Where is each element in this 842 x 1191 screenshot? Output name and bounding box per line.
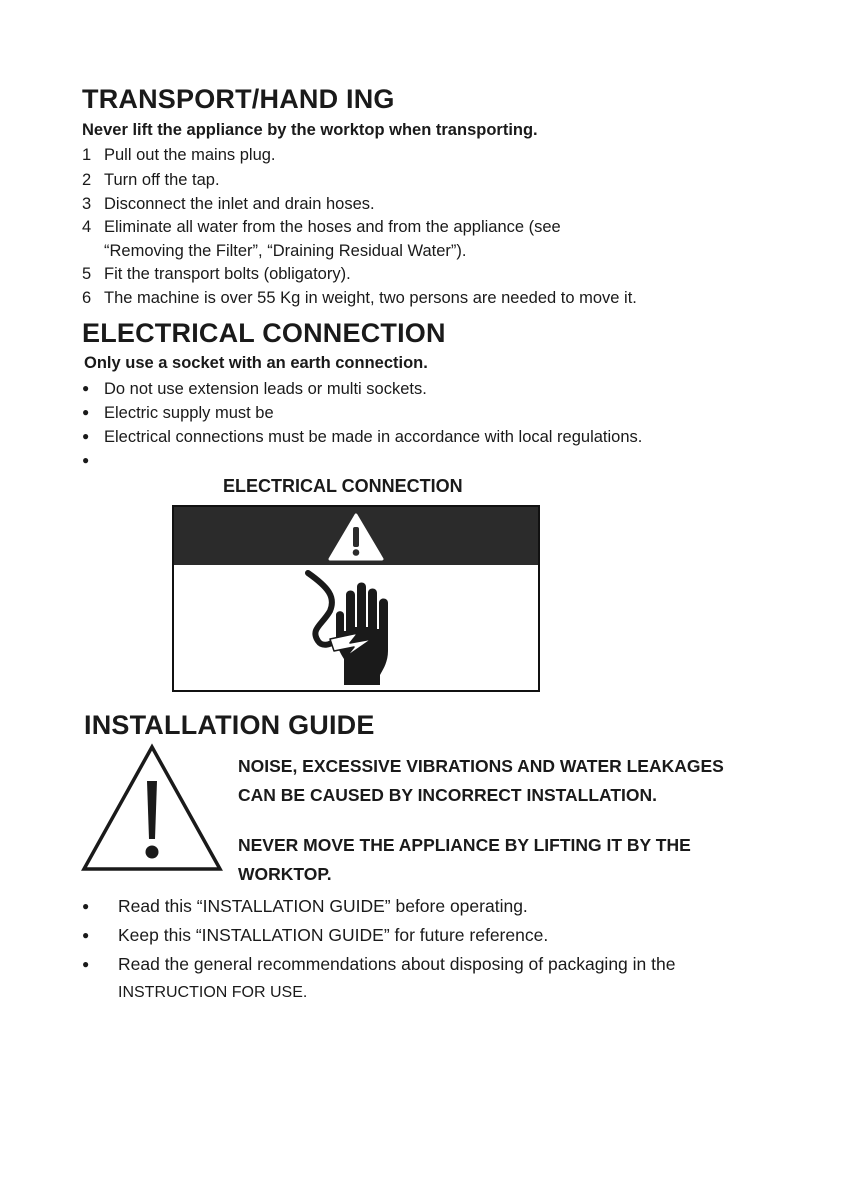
- bullet-text: Electric supply must be: [104, 404, 274, 422]
- electric-shock-hand-icon: [300, 567, 410, 687]
- step-number: 6: [82, 289, 92, 307]
- step-number: 1: [82, 146, 92, 164]
- step-text: The machine is over 55 Kg in weight, two persons are needed to move it.: [104, 289, 637, 307]
- transport-step: [82, 265, 351, 284]
- bullet-icon: ●: [82, 405, 90, 419]
- installation-bullet: [82, 896, 528, 917]
- step-number: 4: [82, 218, 92, 236]
- bullet-icon: ●: [82, 453, 90, 467]
- installation-bullet: [82, 954, 675, 975]
- warning-text-1: [238, 752, 724, 810]
- step-number: 5: [82, 265, 92, 283]
- bullet-text: Read this “INSTALLATION GUIDE” before operating.: [118, 896, 528, 916]
- transport-step: [82, 289, 637, 308]
- transport-step: [82, 195, 375, 214]
- warning-triangle-icon: [80, 743, 224, 873]
- warning-line: NOISE, EXCESSIVE VIBRATIONS AND WATER LEAKAGES: [238, 756, 724, 776]
- installation-bullet: [82, 925, 548, 946]
- warning-text-2: [238, 831, 691, 889]
- bullet-icon: ●: [82, 429, 90, 443]
- warning-line: CAN BE CAUSED BY INCORRECT INSTALLATION.: [238, 785, 658, 805]
- transport-step-continuation: “Removing the Filter”, “Draining Residual Water”).: [104, 242, 467, 260]
- warning-triangle-icon: [325, 509, 387, 565]
- step-text: Disconnect the inlet and drain hoses.: [104, 195, 375, 213]
- transport-step: [82, 171, 220, 190]
- electrical-lead: Only use a socket with an earth connection.: [84, 354, 428, 372]
- step-number: 3: [82, 195, 92, 213]
- warning-line: NEVER MOVE THE APPLIANCE BY LIFTING IT BY THE: [238, 835, 691, 855]
- electrical-bullet: [82, 380, 427, 399]
- transport-step: [82, 146, 276, 165]
- electrical-bullet: [82, 404, 274, 423]
- step-text: Turn off the tap.: [104, 171, 220, 189]
- installation-bullet-continuation: INSTRUCTION FOR USE.: [118, 984, 308, 1001]
- warning-band: [174, 507, 538, 565]
- installation-title: INSTALLATION GUIDE: [84, 710, 375, 740]
- step-text: Pull out the mains plug.: [104, 146, 276, 164]
- bullet-text: Electrical connections must be made in accordance with local regulations.: [104, 428, 643, 446]
- bullet-icon: ●: [82, 957, 90, 971]
- bullet-text: Do not use extension leads or multi sockets.: [104, 380, 427, 398]
- step-text: Fit the transport bolts (obligatory).: [104, 265, 351, 283]
- bullet-icon: ●: [82, 899, 90, 913]
- bullet-icon: ●: [82, 928, 90, 942]
- figure-title: ELECTRICAL CONNECTION: [223, 476, 463, 496]
- bullet-text: Keep this “INSTALLATION GUIDE” for future reference.: [118, 925, 549, 945]
- step-number: 2: [82, 171, 92, 189]
- shock-warning-figure: [172, 505, 540, 692]
- electrical-bullet: [82, 452, 104, 471]
- electrical-title: ELECTRICAL CONNECTION: [82, 318, 446, 348]
- transport-lead: Never lift the appliance by the worktop when transporting.: [82, 121, 538, 139]
- electrical-bullet: [82, 428, 642, 447]
- transport-step: [82, 218, 561, 237]
- bullet-text: Read the general recommendations about disposing of packaging in the: [118, 954, 676, 974]
- bullet-icon: ●: [82, 381, 90, 395]
- step-text: Eliminate all water from the hoses and from the appliance (see: [104, 218, 561, 236]
- transport-title: TRANSPORT/HAND ING: [82, 84, 395, 114]
- warning-line: WORKTOP.: [238, 864, 332, 884]
